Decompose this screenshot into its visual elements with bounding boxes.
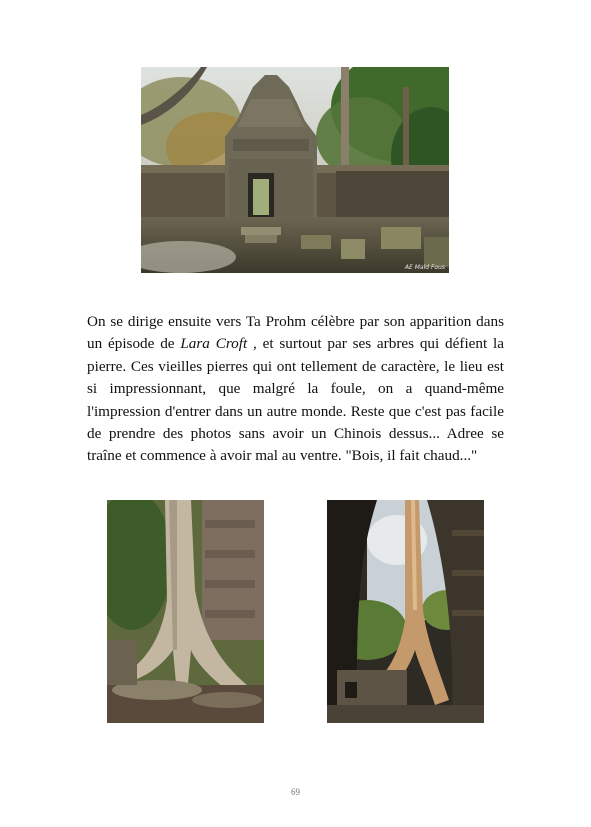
tree-doorway-image — [327, 500, 484, 723]
temple-gate-image — [141, 67, 449, 273]
paragraph-text-part1: On se dirige ensuite vers Ta Prohm célèbre par son apparition dans un épisode de — [87, 313, 504, 353]
tree-roots-photo — [107, 500, 264, 723]
photo-watermark: AE Mald Fous — [404, 264, 445, 271]
tree-doorway-photo — [327, 500, 484, 723]
tree-roots-image — [107, 500, 264, 723]
temple-gate-photo — [141, 67, 449, 273]
paragraph-emphasis: Lara Croft — [180, 335, 248, 353]
paragraph-text-part2: , et surtout par ses arbres qui défient la pierre. Ces vieilles pierres qui ont tellement de caractère, le lieu est si impressionnant, que malgré la foule, on a quand-même l'impression d'entrer dans un autre monde. Reste que c'est pas facile de prendre des photos sans avoir un Chinois dessus... Adree se traîne et commence à avoir mal au ventre. "Bois, il fait chaud..." — [87, 335, 504, 465]
body-paragraph — [87, 311, 504, 468]
page-number: 69 — [291, 787, 300, 797]
